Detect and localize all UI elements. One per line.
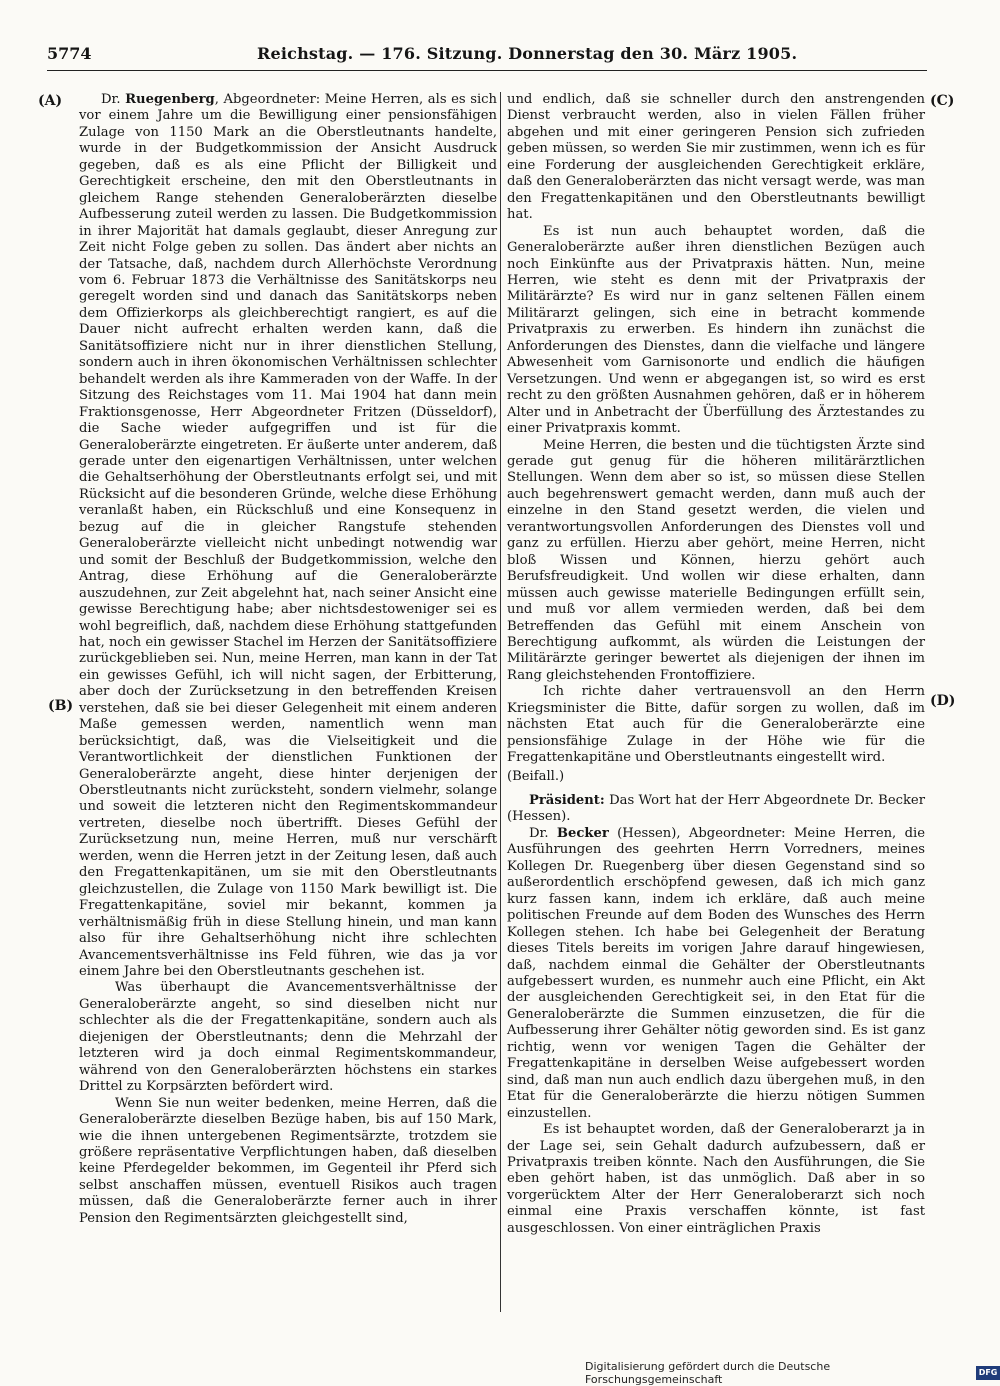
paragraph: [507, 793, 925, 826]
paragraph-text: , Abgeordneter: Meine Herren, als es sich vor einem Jahre um die Bewilligung einer pensionsfähigen Zulage von 1150 Mark an die Oberstleutnants handelte, wurde in der Budgetkommission der Ansicht Ausdruck gegeben, daß es als eine Pflicht der Billigkeit und Gerechtigkeit erscheine, den mit den Oberstleutnants in gleichem Range stehenden Generaloberärzten dieselbe Aufbesserung zuteil werden zu lassen. Die Budgetkommission in ihrer Majorität hat damals geglaubt, dieser Anregung zur Zeit nicht Folge geben zu sollen. Das ändert aber nichts an der Tatsache, daß, nachdem durch Allerhöchste Verordnung vom 6. Februar 1873 die Verhältnisse des Sanitätskorps neu geregelt worden sind und danach das Sanitätskorps neben dem Offizierkorps als gleichberechtigt rangiert, es auf die Dauer nicht aufrecht erhalten werden kann, daß die Sanitätsoffiziere nicht nur in ihrer dienstlichen Stellung, sondern auch in ihren ökonomischen Verhältnissen schlechter behandelt werden als ihre Kammeraden von der Waffe. In der Sitzung des Reichstages vom 11. Mai 1904 hat dann mein Fraktionsgenosse, Herr Abgeordneter Fritzen (Düsseldorf), die Sache wieder aufgegriffen und ist für die Generaloberärzte eingetreten. Er äußerte unter anderem, daß gerade unter den eigenartigen Verhältnissen, unter welchen die Gehaltserhöhung der Oberstleutnants erfolgt sei, und mit Rücksicht auf die besonderen Gründe, welche diese Erhöhung veranlaßt haben, ein Rückschluß und eine Konsequenz in bezug auf die in gleicher Rangstufe stehenden Generaloberärzte vielleicht nicht unbedingt notwendig war und somit der Beschluß der Budgetkommission, welche den Antrag, diese Erhöhung auf die Generaloberärzte auszudehnen, zur Zeit abgelehnt hat, nach seiner Ansicht eine gewisse Berechtigung habe; aber nichtsdestoweniger sei es wohl begreiflich, daß, nachdem diese Erhöhung stattgefunden hat, noch ein gewisser Stachel im Herzen der Sanitätsoffiziere zurückgeblieben sei. Nun, meine Herren, man kann in der Tat ein gewisses Gefühl, ich will nicht sagen, der Erbitterung, aber doch der Zurücksetzung in den betreffenden Kreisen verstehen, daß sie bei dieser Gelegenheit mit einem anderen Maße gemessen werden, namentlich wenn man berücksichtigt, daß, was die Vielseitigkeit und die Verantwortlichkeit der dienstlichen Funktionen der Generaloberärzte angeht, diese hinter derjenigen der Oberstleutnants nicht zurücksteht, sondern vielmehr, solange und soweit die letzteren nicht den Regimentskommandeur vertreten, dieselbe noch übertrifft. Dieses Gefühl der Zurücksetzung nun, meine Herren, muß nur verschärft werden, wenn die Herren jetzt in der Zeitung lesen, daß auch den Fregattenkapitänen, um sie mit den Oberstleutnants gleichzustellen, die Zulage von 1150 Mark bewilligt ist. Die Fregattenkapitäne, soviel mir bekannt, kommen ja verhältnismäßig früh in diese Stellung hinein, und man kann also für ihre Gehaltserhöhung nicht ihre schlechten Avancementsverhältnisse ins Feld führen, wie das ja vor einem Jahre bei den Oberstleutnants geschehen ist.: [79, 92, 497, 980]
running-head: Reichstag. — 176. Sitzung. Donnerstag den 30. März 1905.: [257, 44, 798, 63]
paragraph: Es ist behauptet worden, daß der Generaloberarzt ja in der Lage sei, sein Gehalt dadurch aufzubessern, daß er Privatpraxis treiben könnte. Nach den Ausführungen, die Sie eben gehört haben, ist das unmöglich. Daß aber in so vorgerücktem Alter der Herr Generaloberarzt sich noch einmal eine Praxis verschaffen könnte, ist fast ausgeschlossen. Von einer einträglichen Praxis: [507, 1122, 925, 1236]
page-number: 5774: [47, 44, 92, 63]
right-column: [507, 92, 925, 1237]
paragraph: Meine Herren, die besten und die tüchtigsten Ärzte sind gerade gut genug für die höheren militärärztlichen Stellungen. Wenn dem aber so ist, so müssen diese Stellen auch begehrenswert gemacht werden, dann muß auch der einzelne in den Stand gesetzt werden, die vielen und verantwortungsvollen Anforderungen des Dienstes voll und ganz zu erfüllen. Hierzu aber gehört, meine Herren, nicht bloß Wissen und Können, hierzu gehört auch Berufsfreudigkeit. Und wollen wir diese erhalten, dann müssen auch gewisse materielle Bedingungen erfüllt sein, und muß vor allem vermieden werden, daß bei dem Betreffenden das Gefühl mit einem Anschein von Berechtigung aufkommt, als würden die Leistungen der Militärärzte geringer bewertet als diejenigen der ihnen im Rang gleichstehenden Frontoffiziere.: [507, 437, 925, 683]
speaker-name: Ruegenberg: [125, 92, 215, 107]
page-header: [47, 44, 927, 71]
paragraph: [507, 826, 925, 1122]
paragraph: Wenn Sie nun weiter bedenken, meine Herren, daß die Generaloberärzte dieselben Bezüge haben, bis auf 150 Mark, wie die ihnen untergebenen Regimentsärzte, trotzdem sie größere repräsentative Verpflichtungen haben, daß dieselben keine Pferdegelder bekommen, im Gegenteil ihr Pferd sich selbst anschaffen müssen, eventuell Risikos auch tragen müssen, daß die Generaloberärzte ferner auch in ihrer Pension den Regimentsärzten gleichgestellt sind,: [79, 1095, 497, 1226]
paragraph: [79, 92, 497, 980]
speaker-title: Dr.: [101, 92, 126, 107]
digitization-footer: [585, 1360, 1000, 1386]
applause-note: (Beifall.): [507, 768, 565, 784]
margin-marker-a: (A): [38, 93, 63, 109]
speaker-name: Becker: [556, 825, 609, 841]
margin-marker-d: (D): [930, 693, 956, 709]
footer-text: Digitalisierung gefördert durch die Deutsche Forschungsgemeinschaft: [585, 1360, 831, 1386]
paragraph: Es ist nun auch behauptet worden, daß die Generaloberärzte außer ihren dienstlichen Bezügen auch noch Einkünfte aus der Privatpraxis hätten. Nun, meine Herren, wie steht es denn mit der Privatpraxis der Militärärzte? Es wird nur in ganz seltenen Fällen einem Militärarzt gelingen, sich eine in betracht kommende Privatpraxis zu erwerben. Es hindern ihn zunächst die Anforderungen des Dienstes, dann die vielfache und längere Abwesenheit vom Garnisonorte und endlich die häufigen Versetzungen. Und wenn er abgegangen ist, so wird es erst recht zu den größten Ausnahmen gehören, daß er in höherem Alter und in Anbetracht der Überfüllung des Ärztestandes zu einer Privatpraxis kommt.: [507, 223, 925, 437]
dfg-logo-icon: DFG: [976, 1366, 1000, 1380]
column-divider: [500, 92, 501, 1312]
paragraph-text: Das Wort hat der Herr Abgeordnete Dr. Becker (Hessen).: [507, 793, 925, 825]
paragraph: und endlich, daß sie schneller durch den anstrengenden Dienst verbraucht werden, also in vielen Fällen früher abgehen und mit einer geringeren Pension sich zufrieden geben müssen, so werden Sie mir zustimmen, wenn ich es für eine Forderung der ausgleichenden Gerechtigkeit erkläre, daß den Generaloberärzten das nicht versagt werde, was man den Fregattenkapitänen und den Oberstleutnants bewilligt hat.: [507, 92, 925, 223]
speaker-title: Dr.: [529, 825, 557, 841]
margin-marker-b: (B): [48, 698, 74, 714]
paragraph: Ich richte daher vertrauensvoll an den Herrn Kriegsminister die Bitte, dafür sorgen zu wollen, daß im nächsten Etat auch für die Generaloberärzte eine pensionsfähige Zulage in der Höhe wie für die Fregattenkapitäne und Oberstleutnants eingestellt wird.: [507, 684, 925, 766]
margin-marker-c: (C): [930, 93, 955, 109]
speaker-name: Präsident:: [529, 793, 605, 809]
left-column: [79, 92, 497, 1227]
paragraph: Was überhaupt die Avancementsverhältnisse der Generaloberärzte angeht, so sind dieselben nicht nur schlechter als die der Fregattenkapitäne, sondern auch als diejenigen der Oberstleutnants; denn die Mehrzahl der letzteren wird ja doch einmal Regimentskommandeur, während von den Generaloberärzten höchstens ein starkes Drittel zu Korpsärzten befördert wird.: [79, 980, 497, 1095]
paragraph-text: (Hessen), Abgeordneter: Meine Herren, die Ausführungen des geehrten Herrn Vorredners, meines Kollegen Dr. Ruegenberg über diesen Gegenstand sind so außerordentlich erschöpfend gewesen, daß ich mich ganz kurz fassen kann, indem ich erkläre, daß auch meine politischen Freunde auf dem Boden des Wunsches des Herrn Kollegen stehen. Ich habe bei Gelegenheit der Beratung dieses Titels bereits im vorigen Jahre darauf hingewiesen, daß, nachdem einmal die Gehälter der Oberstleutnants aufgebessert wurden, es nunmehr auch eine Pflicht, ein Akt der ausgleichenden Gerechtigkeit sei, in den Etat für die Generaloberärzte die Summen einzusetzen, die für die Aufbesserung ihrer Gehälter nötig geworden sind. Es ist ganz richtig, wenn vor wenigen Tagen die Gehälter der Fregattenkapitäne in derselben Weise aufgebessert worden sind, daß man nun auch endlich dazu übergehen muß, in den Etat für die Generaloberärzte die hierzu nötigen Summen einzustellen.: [507, 825, 925, 1121]
